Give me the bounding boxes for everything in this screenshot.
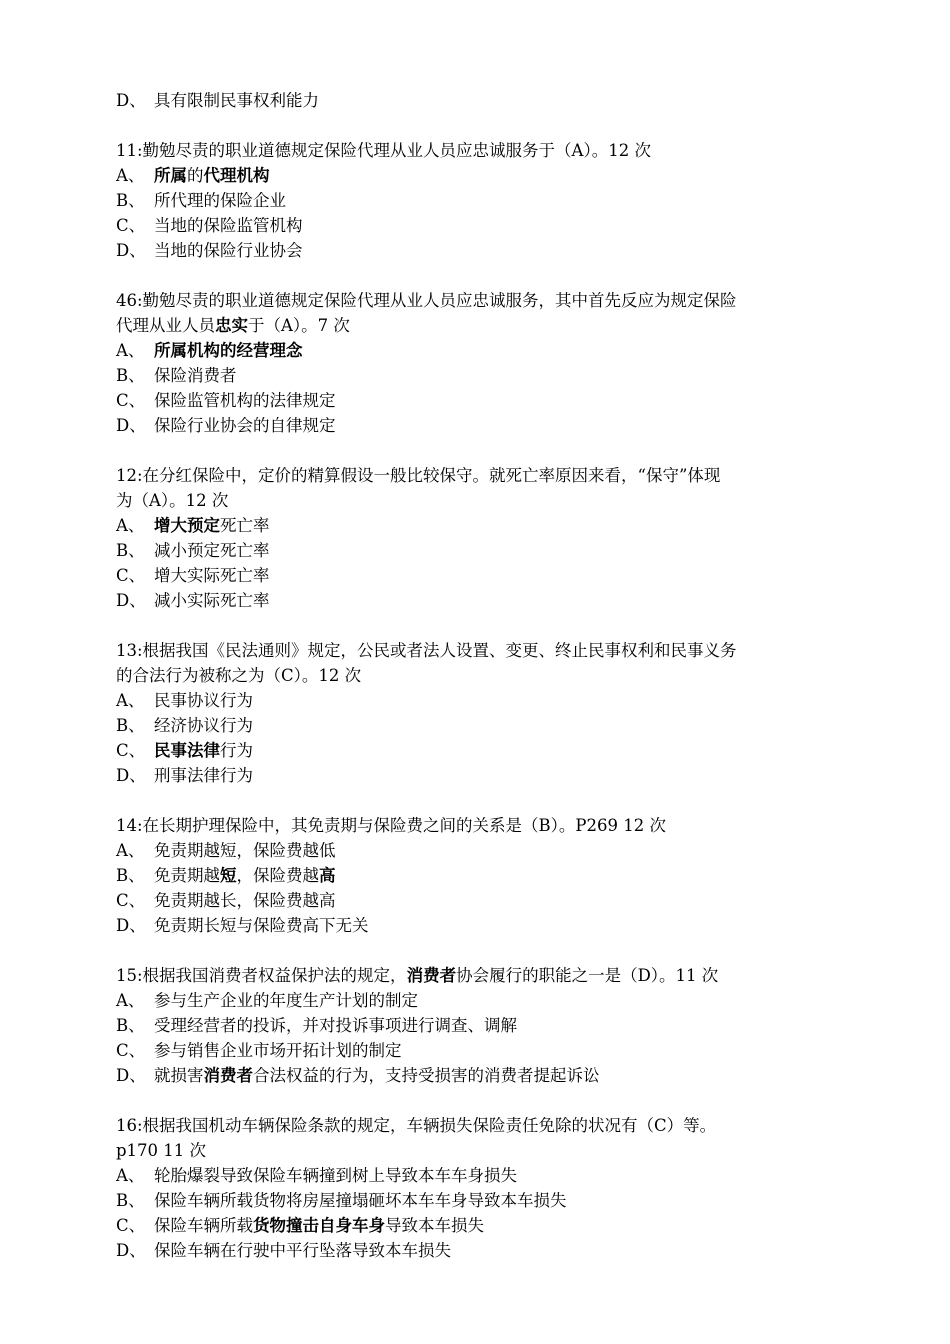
answer-option <box>116 688 846 713</box>
option-text: 参与生产企业的年度生产计划的制定 <box>154 991 418 1010</box>
answer-option <box>116 988 846 1013</box>
question-block <box>116 463 846 613</box>
option-letter: A、 <box>116 516 145 535</box>
answer-option <box>116 1238 846 1263</box>
option-letter: C、 <box>116 216 146 235</box>
option-text: 死亡率 <box>220 516 270 535</box>
bold-text: 短 <box>220 866 237 885</box>
option-letter: C、 <box>116 741 146 760</box>
option-text: 所代理的保险企业 <box>154 191 286 210</box>
option-letter: C、 <box>116 1041 146 1060</box>
answer-option <box>116 838 846 863</box>
text: 于（A）。7 次 <box>248 316 350 335</box>
option-text: 就损害 <box>154 1066 204 1085</box>
answer-option <box>116 513 846 538</box>
answer-option <box>116 413 846 438</box>
text: 12:在分红保险中，定价的精算假设一般比较保守。就死亡率原因来看，“保守”体现 <box>116 466 721 485</box>
answer-option <box>116 363 846 388</box>
text: 13:根据我国《民法通则》规定，公民或者法人设置、变更、终止民事权利和民事义务 <box>116 641 737 660</box>
option-text: 保险消费者 <box>154 366 237 385</box>
option-letter: A、 <box>116 341 145 360</box>
option-text: 保险行业协会的自律规定 <box>154 416 336 435</box>
option-letter: C、 <box>116 391 146 410</box>
answer-option <box>116 1063 846 1088</box>
option-text: 当地的保险行业协会 <box>154 241 303 260</box>
answer-option <box>116 1013 846 1038</box>
option-text: 保险车辆所载 <box>154 1216 253 1235</box>
answer-option <box>116 763 846 788</box>
answer-option <box>116 563 846 588</box>
answer-option <box>116 913 846 938</box>
option-text: 参与销售企业市场开拓计划的制定 <box>154 1041 402 1060</box>
bold-text: 所属机构的经营理念 <box>154 341 303 360</box>
question-text-line <box>116 663 846 688</box>
question-text-line <box>116 313 846 338</box>
option-letter: A、 <box>116 691 145 710</box>
text: 46:勤勉尽责的职业道德规定保险代理从业人员应忠诚服务，其中首先反应为规定保险 <box>116 291 737 310</box>
option-letter: D、 <box>116 591 146 610</box>
option-text: 经济协议行为 <box>154 716 253 735</box>
bold-text: 增大预定 <box>154 516 220 535</box>
text: 的合法行为被称之为（C）。12 次 <box>116 666 362 685</box>
answer-option <box>116 888 846 913</box>
option-text: 轮胎爆裂导致保险车辆撞到树上导致本车车身损失 <box>154 1166 517 1185</box>
bold-text: 消费者 <box>406 966 457 985</box>
option-letter: A、 <box>116 991 145 1010</box>
answer-option <box>116 213 846 238</box>
option-text: 增大实际死亡率 <box>154 566 270 585</box>
question-text-line <box>116 963 846 988</box>
text: 11:勤勉尽责的职业道德规定保险代理从业人员应忠诚服务于（A）。12 次 <box>116 141 651 160</box>
option-text: 保险车辆所载货物将房屋撞塌砸坏本车车身导致本车损失 <box>154 1191 567 1210</box>
document-page <box>116 88 846 1288</box>
answer-option <box>116 738 846 763</box>
option-text: 合法权益的行为，支持受损害的消费者提起诉讼 <box>253 1066 600 1085</box>
option-text: 保险车辆在行驶中平行坠落导致本车损失 <box>154 1241 451 1260</box>
option-letter: B、 <box>116 1191 145 1210</box>
question-block <box>116 638 846 788</box>
answer-option <box>116 1038 846 1063</box>
answer-option <box>116 338 846 363</box>
option-text: 保险监管机构的法律规定 <box>154 391 336 410</box>
text: 协会履行的职能之一是（D）。11 次 <box>456 966 719 985</box>
option-text: 当地的保险监管机构 <box>154 216 303 235</box>
text: 15:根据我国消费者权益保护法的规定， <box>116 966 407 985</box>
option-letter: B、 <box>116 366 145 385</box>
option-text: 行为 <box>220 741 253 760</box>
question-text-line <box>116 463 846 488</box>
option-letter: B、 <box>116 716 145 735</box>
answer-option <box>116 713 846 738</box>
option-letter: A、 <box>116 1166 145 1185</box>
option-letter: D、 <box>116 91 146 110</box>
question-block <box>116 813 846 938</box>
answer-option <box>116 538 846 563</box>
answer-option <box>116 588 846 613</box>
question-block <box>116 963 846 1088</box>
option-text: 民事协议行为 <box>154 691 253 710</box>
option-letter: B、 <box>116 1016 145 1035</box>
option-text: 的 <box>187 166 204 185</box>
option-text: 免责期越短，保险费越低 <box>154 841 336 860</box>
option-text: 刑事法律行为 <box>154 766 253 785</box>
option-text: 免责期越 <box>154 866 220 885</box>
bold-text: 忠实 <box>215 316 248 335</box>
option-text: 免责期长短与保险费高下无关 <box>154 916 369 935</box>
option-letter: D、 <box>116 1066 146 1085</box>
question-block <box>116 1113 846 1263</box>
answer-option <box>116 88 846 113</box>
option-text: ，保险费越 <box>236 866 319 885</box>
bold-text: 高 <box>319 866 336 885</box>
question-block <box>116 138 846 263</box>
question-block <box>116 88 846 113</box>
question-text-line <box>116 1138 846 1163</box>
question-text-line <box>116 638 846 663</box>
question-text-line <box>116 1113 846 1138</box>
text: p170 11 次 <box>116 1141 207 1160</box>
option-letter: D、 <box>116 1241 146 1260</box>
text: 14:在长期护理保险中，其免责期与保险费之间的关系是（B）。P269 12 次 <box>116 816 667 835</box>
text: 代理从业人员 <box>116 316 215 335</box>
option-letter: D、 <box>116 916 146 935</box>
option-letter: C、 <box>116 891 146 910</box>
answer-option <box>116 238 846 263</box>
answer-option <box>116 188 846 213</box>
question-block <box>116 288 846 438</box>
question-text-line <box>116 488 846 513</box>
bold-text: 民事法律 <box>154 741 220 760</box>
bold-text: 代理机构 <box>203 166 270 185</box>
option-letter: C、 <box>116 566 146 585</box>
option-letter: D、 <box>116 766 146 785</box>
answer-option <box>116 388 846 413</box>
option-letter: B、 <box>116 541 145 560</box>
text: 为（A）。12 次 <box>116 491 229 510</box>
option-letter: D、 <box>116 416 146 435</box>
option-text: 受理经营者的投诉，并对投诉事项进行调查、调解 <box>154 1016 517 1035</box>
bold-text: 所属 <box>154 166 187 185</box>
option-text: 减小预定死亡率 <box>154 541 270 560</box>
option-text: 具有限制民事权利能力 <box>154 91 319 110</box>
option-letter: C、 <box>116 1216 146 1235</box>
question-text-line <box>116 813 846 838</box>
question-text-line <box>116 138 846 163</box>
option-letter: A、 <box>116 166 145 185</box>
option-text: 免责期越长，保险费越高 <box>154 891 336 910</box>
option-text: 导致本车损失 <box>385 1216 484 1235</box>
answer-option <box>116 163 846 188</box>
text: 16:根据我国机动车辆保险条款的规定，车辆损失保险责任免除的状况有（C）等。 <box>116 1116 717 1135</box>
answer-option <box>116 1213 846 1238</box>
bold-text: 消费者 <box>203 1066 253 1085</box>
option-letter: A、 <box>116 841 145 860</box>
answer-option <box>116 1188 846 1213</box>
option-text: 减小实际死亡率 <box>154 591 270 610</box>
option-letter: B、 <box>116 191 145 210</box>
answer-option <box>116 1163 846 1188</box>
option-letter: B、 <box>116 866 145 885</box>
bold-text: 货物撞击自身车身 <box>253 1216 385 1235</box>
answer-option <box>116 863 846 888</box>
question-text-line <box>116 288 846 313</box>
option-letter: D、 <box>116 241 146 260</box>
